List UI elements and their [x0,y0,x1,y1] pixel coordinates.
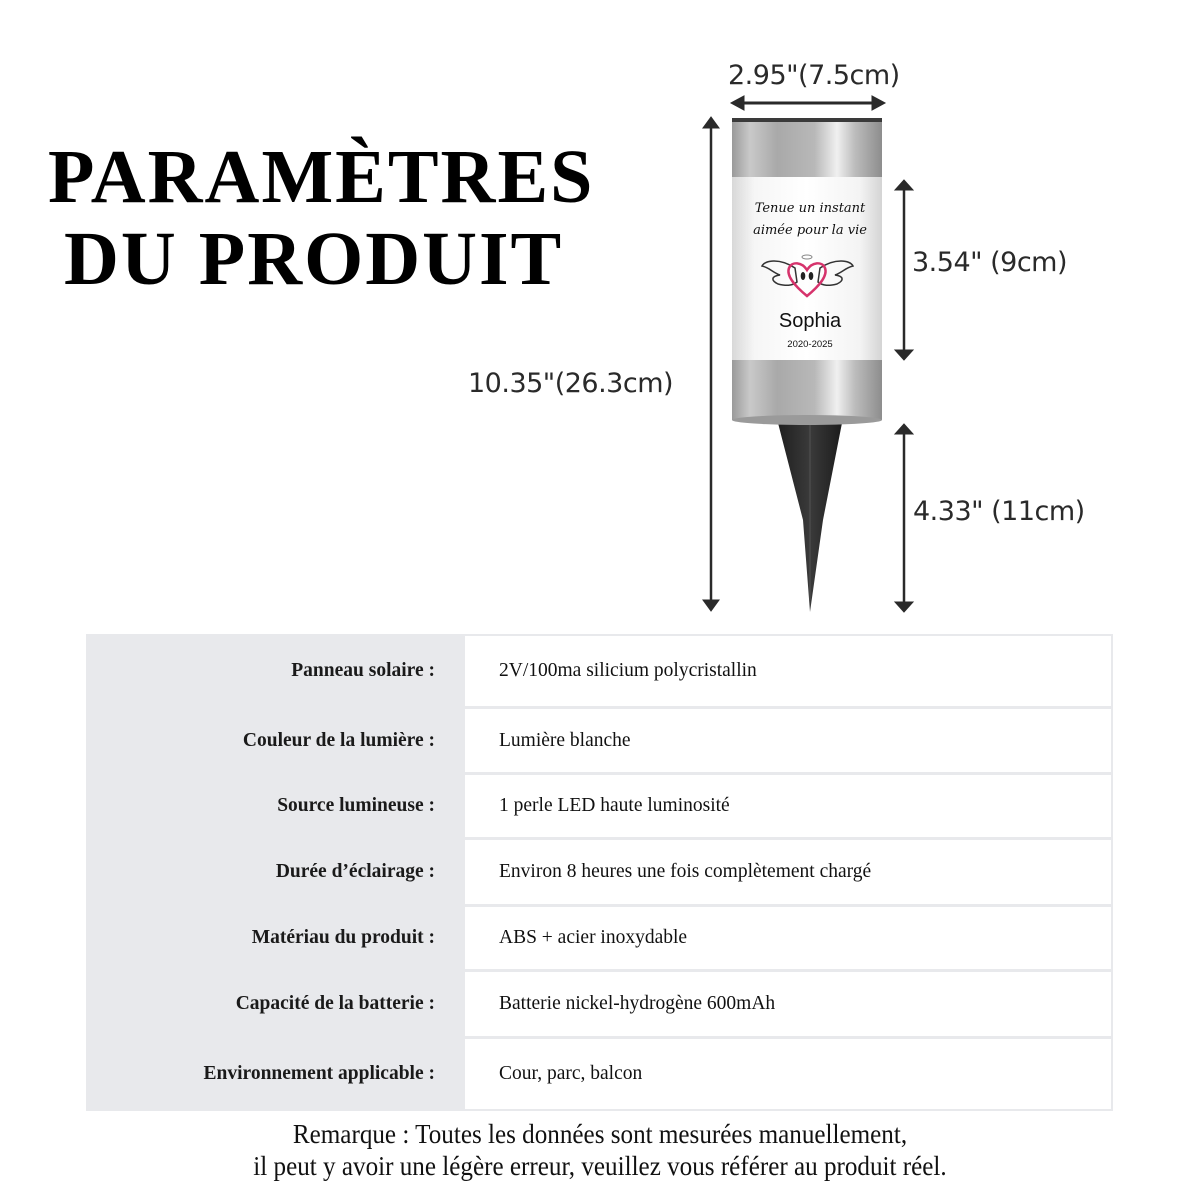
spec-value: Lumière blanche [465,709,1111,772]
engraving-line-2: aimée pour la vie [753,223,867,238]
spec-value: Cour, parc, balcon [465,1039,1111,1109]
table-row [88,840,1111,907]
engraving-name: Sophia [778,310,842,332]
table-row [88,972,1111,1039]
width-arrow-icon [731,96,885,110]
lamp-engraving-quote [740,198,880,242]
lamp-top-cap [732,119,882,177]
note-line-2: il peut y avoir une légère erreur, veuillez vous référer au produit réel. [253,1151,947,1181]
spec-value: 1 perle LED haute luminosité [465,775,1111,837]
spec-label: Capacité de la batterie : [88,972,465,1036]
table-row [88,636,1111,709]
table-row [88,709,1111,775]
table-row [88,907,1111,972]
title-line-1: PARAMÈTRES [48,135,595,219]
disclaimer-note [42,1118,1158,1182]
spec-label: Couleur de la lumière : [88,709,465,772]
light-height-arrow-icon [895,180,913,360]
spec-value: Batterie nickel-hydrogène 600mAh [465,972,1111,1036]
table-row [88,775,1111,840]
spec-value: Environ 8 heures une fois complètement chargé [465,840,1111,904]
spec-value: 2V/100ma silicium polycristallin [465,636,1111,706]
lamp-bottom-cap [732,360,882,420]
page-title [48,136,608,300]
spec-label: Durée d’éclairage : [88,840,465,904]
note-line-1: Remarque : Toutes les données sont mesurées manuellement, [292,1119,908,1149]
dimension-total-height: 10.35"(26.3cm) [468,368,674,399]
stake-height-arrow-icon [895,424,913,612]
spec-label: Panneau solaire : [88,636,465,706]
spec-label: Environnement applicable : [88,1039,465,1109]
dimension-width: 2.95"(7.5cm) [728,60,900,91]
title-line-2: DU PRODUIT [64,217,564,301]
dimension-light-height: 3.54" (9cm) [912,247,1068,278]
spec-label: Matériau du produit : [88,907,465,969]
total-height-arrow-icon [703,117,719,611]
dimension-stake-height: 4.33" (11cm) [913,496,1085,527]
engraving-line-1: Tenue un instant [754,201,866,216]
spec-value: ABS + acier inoxydable [465,907,1111,969]
spec-label: Source lumineuse : [88,775,465,837]
spec-table [86,634,1113,1111]
engraving-years: 2020-2025 [787,339,833,350]
product-illustration [690,90,1130,620]
table-row [88,1039,1111,1109]
